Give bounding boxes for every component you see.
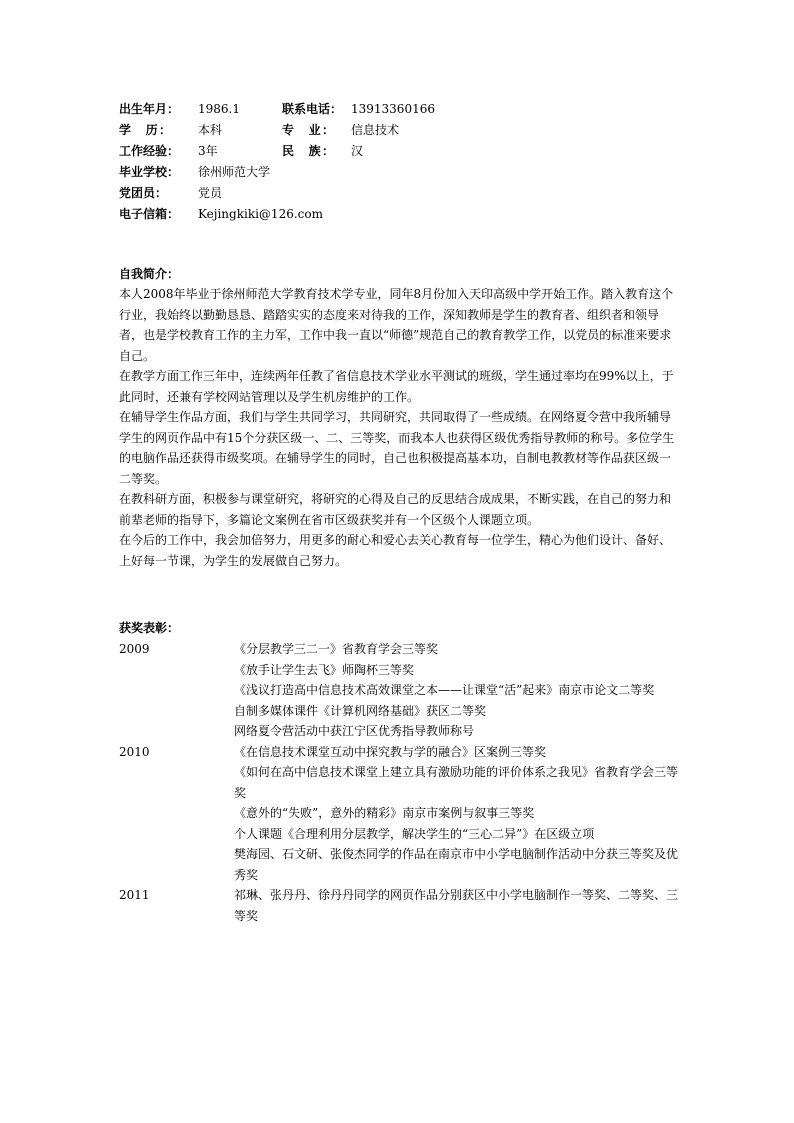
award-item: 《浅议打造高中信息技术高效课堂之本——让课堂“活”起来》南京市论文二等奖 (234, 683, 655, 697)
intro-paragraph: 在辅导学生作品方面，我们与学生共同学习，共同研究，共同取得了一些成绩。在网络夏令营中我所辅导学生的网页作品中有15个分获区级一、二、三等奖，而我本人也获得区级优秀指导教师的称号。多位学生的电脑作品还获得市级奖项。在辅导学生的同时，自己也积极提高基本功，自制电教教材等作品获区级一二等奖。 (119, 410, 675, 486)
intro-paragraph: 本人2008年毕业于徐州师范大学教育技术学专业，同年8月份加入天印高级中学开始工作。踏入教育这个行业，我始终以勤勤恳恳、踏踏实实的态度来对待我的工作，深知教师是学生的教育者、组织者和领导者，也是学校教育工作的主力军，工作中我一直以“师德”规范自己的教育教学工作，以党员的标准来要求自己。 (119, 287, 674, 363)
school-label: 毕业学校： (119, 165, 180, 179)
award-item: 自制多媒体课件《计算机网络基础》获区二等奖 (234, 703, 487, 718)
award-year: 2009 (119, 642, 150, 656)
profile-row-party (119, 183, 679, 204)
award-item: 《如何在高中信息技术课堂上建立具有激励功能的评价体系之我见》省教育学会三等奖 (234, 765, 679, 800)
school-value: 徐州师范大学 (198, 165, 271, 179)
profile-row-school (119, 162, 679, 183)
major-value: 信息技术 (351, 123, 400, 137)
education-label: 学 历： (119, 123, 171, 137)
profile-row-experience (119, 141, 679, 162)
party-label: 党团员： (119, 186, 168, 200)
award-item: 网络夏令营活动中获江宁区优秀指导教师称号 (234, 724, 475, 738)
profile-row-education (119, 120, 679, 141)
awards-heading: 获奖表彰： (119, 621, 180, 635)
phone-value: 13913360166 (351, 102, 435, 116)
ethnicity-label: 民 族： (282, 144, 334, 158)
education-value: 本科 (198, 123, 223, 137)
award-year: 2011 (119, 888, 150, 902)
award-item: 樊海园、石文研、张俊杰同学的作品在南京市中小学电脑制作活动中分获三等奖及优秀奖 (234, 847, 679, 882)
experience-label: 工作经验： (119, 144, 180, 158)
intro-paragraph: 在今后的工作中，我会加倍努力，用更多的耐心和爱心去关心教育每一位学生，精心为他们设计、备好、上好每一节课，为学生的发展做自己努力。 (119, 533, 672, 568)
intro-paragraph: 在教学方面工作三年中，连续两年任教了省信息技术学业水平测试的班级，学生通过率均在99%以上，于此同时，还兼有学校网站管理以及学生机房维护的工作。 (119, 369, 674, 404)
intro-paragraph: 在教科研方面，积极参与课堂研究，将研究的心得及自己的反思结合成成果，不断实践，在自己的努力和前辈老师的指导下，多篇论文案例在省市区级获奖并有一个区级个人课题立项。 (119, 492, 672, 527)
birth-label: 出生年月： (119, 102, 180, 116)
intro-section (119, 284, 677, 571)
profile-row-birth (119, 99, 679, 120)
email-label: 电子信箱： (119, 207, 180, 221)
award-item: 《分层教学三二一》省教育学会三等奖 (234, 642, 439, 656)
ethnicity-value: 汉 (351, 144, 364, 158)
party-value: 党员 (198, 186, 223, 200)
award-item: 个人课题《合理利用分层教学，解决学生的“三心二异”》在区级立项 (234, 826, 595, 841)
award-item: 祁琳、张丹丹、徐丹丹同学的网页作品分别获区中小学电脑制作一等奖、二等奖、三等奖 (234, 888, 679, 923)
award-year: 2010 (119, 744, 150, 759)
award-item: 《意外的“失败”，意外的精彩》南京市案例与叙事三等奖 (234, 806, 535, 820)
award-item: 《放手让学生去飞》师陶杯三等奖 (234, 662, 415, 677)
awards-section (119, 639, 679, 926)
major-label: 专 业： (282, 123, 334, 137)
profile-row-email (119, 204, 679, 225)
profile-info (119, 99, 679, 225)
email-value: Kejingkiki@126.com (198, 207, 323, 221)
award-year-group (119, 885, 679, 926)
award-year-group (119, 639, 679, 742)
experience-value: 3年 (198, 144, 218, 158)
award-year-group (119, 742, 679, 886)
award-item: 《在信息技术课堂互动中探究教与学的融合》区案例三等奖 (234, 744, 547, 759)
intro-heading: 自我简介： (119, 267, 180, 281)
birth-value: 1986.1 (198, 102, 240, 116)
phone-label: 联系电话： (282, 102, 343, 116)
